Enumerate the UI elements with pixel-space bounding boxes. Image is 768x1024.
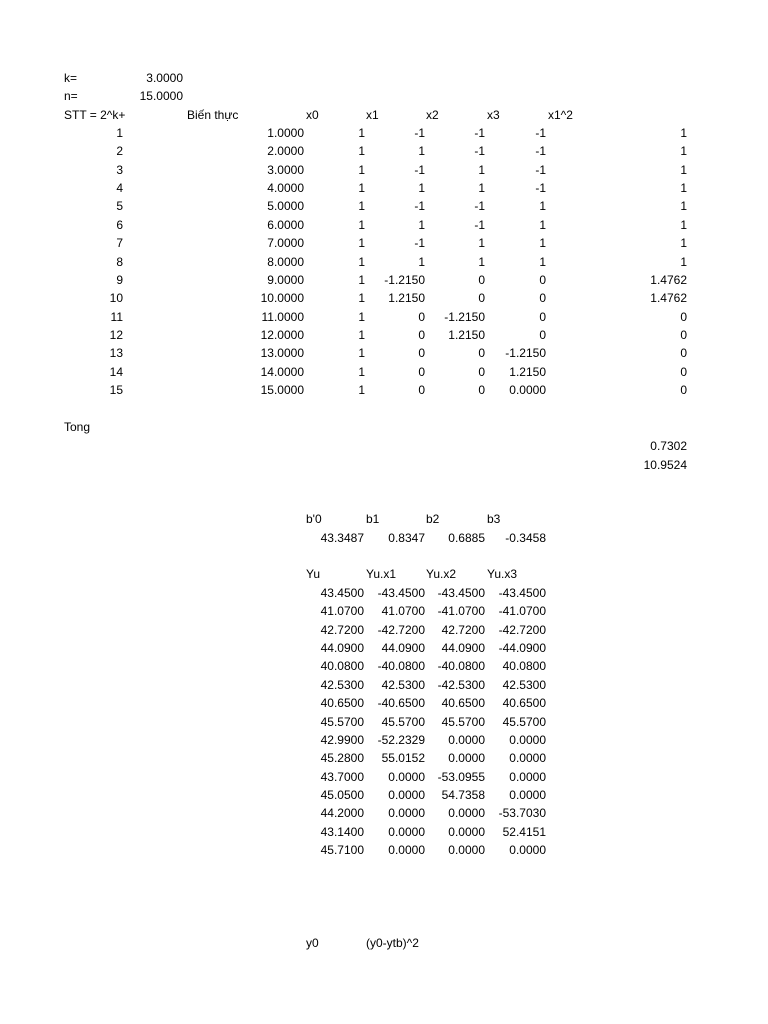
design-cell: 0 (478, 273, 485, 287)
design-header: x1^2 (548, 108, 573, 122)
design-cell: 1 (358, 383, 365, 397)
design-cell: 1 (478, 236, 485, 250)
yu-cell: 0.0000 (388, 825, 425, 839)
design-cell: 13 (109, 346, 123, 360)
design-cell: 1.4762 (650, 291, 687, 305)
yu-cell: 45.5700 (320, 715, 364, 729)
y0-ytb-squared-header: (y0-ytb)^2 (366, 936, 419, 950)
yu-cell: -42.7200 (377, 623, 425, 637)
yu-cell: 0.0000 (509, 751, 546, 765)
design-cell: 0 (680, 310, 687, 324)
design-cell: 11.0000 (261, 310, 304, 324)
yu-cell: -53.7030 (498, 806, 546, 820)
yu-cell: -53.0955 (437, 770, 485, 784)
yu-cell: 44.2000 (320, 806, 364, 820)
design-cell: 0 (539, 273, 546, 287)
design-cell: -1 (474, 144, 485, 158)
design-cell: 1 (680, 163, 687, 177)
design-cell: 0 (418, 365, 425, 379)
yu-cell: -43.4500 (437, 586, 485, 600)
yu-cell: 42.5300 (502, 678, 546, 692)
design-cell: 0 (539, 328, 546, 342)
design-cell: 1 (539, 199, 546, 213)
design-header: x0 (306, 108, 319, 122)
design-cell: 1 (358, 346, 365, 360)
design-cell: 1 (358, 255, 365, 269)
design-cell: 0 (539, 310, 546, 324)
design-cell: 0 (680, 346, 687, 360)
coefficient-value: -0.3458 (505, 531, 546, 545)
design-cell: 5 (116, 199, 123, 213)
yu-cell: 40.6500 (502, 696, 546, 710)
yu-cell: 40.6500 (320, 696, 364, 710)
yu-cell: 40.6500 (441, 696, 485, 710)
design-cell: 13.0000 (260, 346, 304, 360)
design-cell: 9 (116, 273, 123, 287)
design-cell: 7 (116, 236, 123, 250)
yu-cell: -52.2329 (377, 733, 425, 747)
design-cell: 1 (478, 255, 485, 269)
yu-cell: 0.0000 (388, 843, 425, 857)
yu-cell: 0.0000 (509, 733, 546, 747)
design-cell: 14.0000 (260, 365, 304, 379)
design-cell: 1 (680, 236, 687, 250)
yu-cell: 42.5300 (381, 678, 425, 692)
design-cell: 11 (110, 310, 123, 324)
design-cell: -1 (414, 126, 425, 140)
design-cell: 12 (109, 328, 123, 342)
design-cell: 1 (116, 126, 123, 140)
design-cell: 1.2150 (388, 291, 425, 305)
n-value: 15.0000 (139, 89, 183, 103)
yu-cell: 52.4151 (502, 825, 546, 839)
yu-cell: -43.4500 (377, 586, 425, 600)
yu-cell: 0.0000 (448, 751, 485, 765)
design-cell: 3.0000 (267, 163, 304, 177)
yu-cell: 40.0800 (502, 659, 546, 673)
design-cell: 8 (116, 255, 123, 269)
coefficient-value: 0.6885 (448, 531, 485, 545)
design-cell: -1 (474, 126, 485, 140)
yu-cell: 41.0700 (381, 604, 425, 618)
coefficient-header: b1 (366, 512, 380, 526)
yu-cell: 0.0000 (448, 825, 485, 839)
design-cell: 0 (680, 328, 687, 342)
design-cell: 6 (116, 218, 123, 232)
design-cell: 1.0000 (267, 126, 304, 140)
design-cell: -1 (535, 126, 546, 140)
design-cell: 1 (358, 310, 365, 324)
design-cell: 0 (418, 383, 425, 397)
yu-cell: 42.9900 (320, 733, 364, 747)
yu-cell: 44.0900 (320, 641, 364, 655)
yu-cell: 54.7358 (441, 788, 485, 802)
yu-cell: -41.0700 (437, 604, 485, 618)
design-cell: 7.0000 (267, 236, 304, 250)
yu-cell: 44.0900 (381, 641, 425, 655)
design-cell: 0 (418, 328, 425, 342)
design-cell: -1 (414, 163, 425, 177)
design-cell: 1 (680, 218, 687, 232)
k-label: k= (64, 71, 78, 85)
design-cell: 1.4762 (650, 273, 687, 287)
design-cell: 1 (680, 199, 687, 213)
design-cell: 1 (358, 236, 365, 250)
coefficient-header: b2 (426, 512, 440, 526)
yu-cell: 42.5300 (320, 678, 364, 692)
design-cell: 10 (109, 291, 123, 305)
design-cell: 1 (539, 255, 546, 269)
design-cell: 2.0000 (267, 144, 304, 158)
yu-cell: 45.7100 (320, 843, 364, 857)
design-cell: 1 (358, 163, 365, 177)
yu-cell: 0.0000 (509, 770, 546, 784)
design-cell: 15.0000 (260, 383, 304, 397)
yu-cell: 0.0000 (509, 788, 546, 802)
n-label: n= (64, 89, 78, 103)
yu-cell: 45.5700 (441, 715, 485, 729)
design-cell: 1 (358, 273, 365, 287)
design-cell: -1 (474, 218, 485, 232)
design-cell: 0 (478, 383, 485, 397)
yu-header: Yu.x2 (426, 567, 457, 581)
yu-cell: -40.0800 (437, 659, 485, 673)
yu-cell: -44.0900 (498, 641, 546, 655)
design-cell: 1 (358, 199, 365, 213)
design-cell: 0.0000 (509, 383, 546, 397)
design-cell: 1.2150 (509, 365, 546, 379)
design-cell: 1 (680, 181, 687, 195)
design-cell: 1 (358, 126, 365, 140)
yu-cell: 42.7200 (441, 623, 485, 637)
design-cell: -1.2150 (444, 310, 485, 324)
coefficient-header: b'0 (306, 512, 322, 526)
design-cell: 1 (539, 236, 546, 250)
design-cell: 6.0000 (267, 218, 304, 232)
yu-cell: 45.5700 (381, 715, 425, 729)
design-cell: 5.0000 (267, 199, 304, 213)
design-cell: 1 (358, 291, 365, 305)
yu-cell: 0.0000 (448, 733, 485, 747)
yu-header: Yu.x3 (487, 567, 518, 581)
design-cell: 4 (116, 181, 123, 195)
design-cell: 1 (358, 144, 365, 158)
design-cell: 0 (418, 346, 425, 360)
yu-cell: -42.7200 (498, 623, 546, 637)
yu-cell: -40.0800 (377, 659, 425, 673)
design-cell: -1 (414, 236, 425, 250)
design-cell: 1 (478, 181, 485, 195)
design-cell: -1 (535, 181, 546, 195)
design-cell: 1 (418, 255, 425, 269)
yu-cell: 43.1400 (320, 825, 364, 839)
design-cell: 1 (478, 163, 485, 177)
k-value: 3.0000 (146, 71, 183, 85)
design-cell: 12.0000 (260, 328, 304, 342)
design-cell: 1 (418, 181, 425, 195)
yu-cell: 44.0900 (441, 641, 485, 655)
yu-cell: 43.4500 (320, 586, 364, 600)
design-cell: 1 (358, 181, 365, 195)
design-cell: 1 (358, 365, 365, 379)
yu-cell: 45.2800 (320, 751, 364, 765)
yu-cell: 0.0000 (448, 806, 485, 820)
yu-cell: -41.0700 (498, 604, 546, 618)
total-label: Tong (64, 420, 91, 434)
yu-header: Yu.x1 (366, 567, 397, 581)
yu-cell: 0.0000 (388, 770, 425, 784)
design-cell: 0 (418, 310, 425, 324)
design-cell: 1 (680, 144, 687, 158)
design-cell: 1 (358, 218, 365, 232)
yu-cell: 45.5700 (502, 715, 546, 729)
yu-cell: -40.6500 (377, 696, 425, 710)
design-cell: 0 (478, 346, 485, 360)
yu-cell: 42.7200 (320, 623, 364, 637)
design-cell: -1 (414, 199, 425, 213)
total-value-2: 10.9524 (643, 458, 687, 472)
yu-cell: 43.7000 (320, 770, 364, 784)
design-cell: 1 (680, 255, 687, 269)
total-value-1: 0.7302 (650, 439, 687, 453)
design-cell: 1 (358, 328, 365, 342)
yu-cell: 41.0700 (320, 604, 364, 618)
design-cell: -1.2150 (384, 273, 425, 287)
design-cell: -1.2150 (505, 346, 546, 360)
design-cell: 0 (680, 365, 687, 379)
design-cell: 3 (116, 163, 123, 177)
yu-cell: -42.5300 (437, 678, 485, 692)
design-header: x1 (366, 108, 379, 122)
design-cell: 1.2150 (448, 328, 485, 342)
design-cell: 0 (680, 383, 687, 397)
yu-cell: 45.0500 (320, 788, 364, 802)
design-header: Biến thực (187, 108, 239, 122)
design-cell: 1 (539, 218, 546, 232)
design-cell: 9.0000 (267, 273, 304, 287)
design-cell: -1 (535, 163, 546, 177)
yu-cell: -43.4500 (498, 586, 546, 600)
yu-cell: 0.0000 (388, 788, 425, 802)
y0-header: y0 (306, 936, 319, 950)
yu-cell: 0.0000 (509, 843, 546, 857)
design-cell: 4.0000 (267, 181, 304, 195)
yu-cell: 55.0152 (381, 751, 425, 765)
design-cell: 0 (478, 365, 485, 379)
design-cell: 8.0000 (267, 255, 304, 269)
design-cell: 0 (539, 291, 546, 305)
design-cell: 1 (680, 126, 687, 140)
design-cell: 2 (116, 144, 123, 158)
design-cell: -1 (474, 199, 485, 213)
yu-cell: 0.0000 (388, 806, 425, 820)
design-cell: 1 (418, 218, 425, 232)
yu-cell: 0.0000 (448, 843, 485, 857)
coefficient-value: 0.8347 (388, 531, 425, 545)
design-header: x2 (426, 108, 439, 122)
design-cell: 0 (478, 291, 485, 305)
design-cell: 10.0000 (260, 291, 304, 305)
design-header: x3 (487, 108, 500, 122)
yu-header: Yu (306, 567, 321, 581)
coefficient-value: 43.3487 (320, 531, 364, 545)
yu-cell: 40.0800 (320, 659, 364, 673)
design-header: STT = 2^k+ (64, 108, 126, 122)
design-cell: 1 (418, 144, 425, 158)
design-cell: -1 (535, 144, 546, 158)
coefficient-header: b3 (487, 512, 501, 526)
design-cell: 15 (109, 383, 123, 397)
design-cell: 14 (109, 365, 123, 379)
